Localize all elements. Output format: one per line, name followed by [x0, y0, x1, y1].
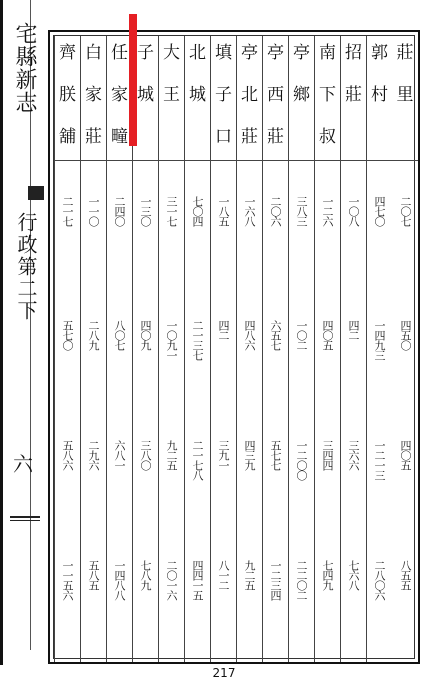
village-name: [341, 36, 366, 160]
village-name: [367, 36, 392, 160]
table-value: 四八六: [243, 320, 256, 350]
village-name-char: 家: [85, 85, 102, 105]
table-value: 九二五: [243, 560, 256, 590]
village-name-char: 大: [163, 43, 180, 63]
table-value: 三八三: [295, 196, 308, 226]
table-value: 四三九: [243, 440, 256, 470]
table-value: 一二一三: [373, 440, 386, 480]
table-value: 七八九: [139, 560, 152, 590]
village-name-char: 里: [396, 85, 414, 105]
village-name-char: 子: [215, 85, 232, 105]
table-value: 二〇七: [399, 196, 412, 226]
village-name-char: 西: [267, 85, 284, 105]
village-name-char: 莊: [345, 85, 362, 105]
table-column: [184, 36, 210, 662]
table-value: 六八一: [113, 440, 126, 470]
village-name-char: 齊: [59, 43, 76, 63]
table-value: 三四四: [321, 440, 334, 470]
village-name-char: 城: [189, 85, 206, 105]
table-value: 二二〇二: [295, 560, 308, 600]
table-value: 八一二: [217, 560, 230, 590]
village-name: [237, 36, 262, 160]
village-name: [185, 36, 210, 160]
village-name-char: 莊: [267, 127, 284, 147]
fishtail-mark: [28, 186, 44, 200]
village-name: [263, 36, 288, 160]
table-column: [340, 36, 366, 662]
leaf-number: 六: [13, 452, 33, 476]
village-name: [392, 36, 418, 160]
village-name-char: 北: [189, 43, 206, 63]
table-value: 一三〇: [139, 196, 152, 226]
table-column: [54, 36, 80, 662]
village-name-char: 城: [137, 85, 154, 105]
section-title: 行政第二下: [14, 212, 38, 322]
margin-rule-thin: [10, 520, 40, 521]
table-value: 一八五: [217, 196, 230, 226]
village-name-char: [392, 120, 418, 162]
village-name-char: 招: [345, 43, 362, 63]
table-column: [158, 36, 184, 662]
table-value: 三一七: [165, 196, 178, 226]
village-name-char: 填: [215, 43, 232, 63]
table-value: 七四九: [321, 560, 334, 590]
table-value: 一一五六: [61, 560, 74, 600]
table-value: 五七七: [269, 440, 282, 470]
table-column: [392, 36, 418, 662]
table-value: 四四一五: [191, 560, 204, 600]
village-name-char: 舖: [59, 127, 76, 147]
table-value: 四〇五: [321, 320, 334, 350]
table-value: 一二三四: [269, 560, 282, 600]
village-name: [211, 36, 236, 160]
village-name-char: [289, 120, 314, 162]
village-name: [159, 36, 184, 160]
village-name-char: 鄉: [293, 85, 310, 105]
village-name-char: 北: [241, 85, 258, 105]
table-value: 二四〇: [113, 196, 126, 226]
table-value: 四五〇: [399, 320, 412, 350]
table-value: 二九六: [87, 440, 100, 470]
table-value: 三九一: [217, 440, 230, 470]
table-value: 四〇九: [139, 320, 152, 350]
village-name-char: [185, 120, 210, 162]
table-value: 三八〇: [139, 440, 152, 470]
village-name: [289, 36, 314, 160]
table-value: 七六八: [347, 560, 360, 590]
table-value: 四二: [347, 320, 360, 340]
margin-rule: [10, 516, 40, 518]
table-column: [314, 36, 340, 662]
table-value: 二〇六: [269, 196, 282, 226]
table-value: 四七〇: [373, 196, 386, 226]
table-column: [80, 36, 106, 662]
table-value: 二一三七: [191, 320, 204, 360]
table-value: 五八五: [87, 560, 100, 590]
village-name-char: 亭: [293, 43, 310, 63]
village-name-char: [341, 120, 366, 162]
table-value: 一〇八: [347, 196, 360, 226]
table-value: 八〇七: [113, 320, 126, 350]
table-value: 二一七: [61, 196, 74, 226]
table-value: 一〇二: [295, 320, 308, 350]
table-value: 二〇一六: [165, 560, 178, 600]
table-value: 八五五: [399, 560, 412, 590]
page-number: 217: [212, 666, 236, 680]
village-name-char: 家: [111, 85, 128, 105]
table-value: 二一七八: [191, 440, 204, 480]
table-column: [236, 36, 262, 662]
page-edge: [0, 0, 3, 665]
village-name-char: 亭: [241, 43, 258, 63]
table-value: 二八〇六: [373, 560, 386, 600]
village-name-char: 下: [319, 85, 336, 105]
table-value: 一四九三: [373, 320, 386, 360]
village-name-char: 亭: [267, 43, 284, 63]
village-name-char: 任: [111, 43, 128, 63]
table-value: 一二六: [321, 196, 334, 226]
village-name-char: 朕: [59, 85, 76, 105]
table-value: 一四八八: [113, 560, 126, 600]
village-name-char: 白: [85, 43, 102, 63]
village-name-char: 口: [215, 127, 232, 147]
table-value: 四二: [217, 320, 230, 340]
table-value: 三六六: [347, 440, 360, 470]
village-name-char: 村: [371, 85, 388, 105]
table-value: 一一〇: [87, 196, 100, 226]
table-value: 九二五: [165, 440, 178, 470]
village-name-char: 莊: [85, 127, 102, 147]
table-value: 五八六: [61, 440, 74, 470]
table-value: 二八九: [87, 320, 100, 350]
table-value: 七〇四: [191, 196, 204, 226]
red-highlight-mark: [129, 14, 137, 146]
village-name-char: 疃: [111, 127, 128, 147]
table-value: 六五七: [269, 320, 282, 350]
village-name-char: 南: [319, 43, 336, 63]
table-column: [210, 36, 236, 662]
village-name-char: [159, 120, 184, 162]
table-value: 四〇五: [399, 440, 412, 470]
book-title: 宅縣新志: [12, 22, 37, 114]
village-name-char: 郭: [371, 43, 388, 63]
header-divider: [54, 160, 418, 161]
village-name-char: 莊: [241, 127, 258, 147]
table-value: 五七〇: [61, 320, 74, 350]
table-value: 一〇九一: [165, 320, 178, 360]
village-name: [81, 36, 106, 160]
village-name-char: 莊: [396, 43, 414, 63]
village-name-char: 子: [137, 43, 154, 63]
village-name-char: 叔: [319, 127, 336, 147]
table-column: [366, 36, 392, 662]
village-name-char: [367, 120, 392, 162]
table-value: 一二〇〇: [295, 440, 308, 480]
village-name-char: 王: [163, 85, 180, 105]
village-name: [55, 36, 80, 160]
table-value: 一六八: [243, 196, 256, 226]
table-column: [262, 36, 288, 662]
village-name: [315, 36, 340, 160]
table-column: [288, 36, 314, 662]
